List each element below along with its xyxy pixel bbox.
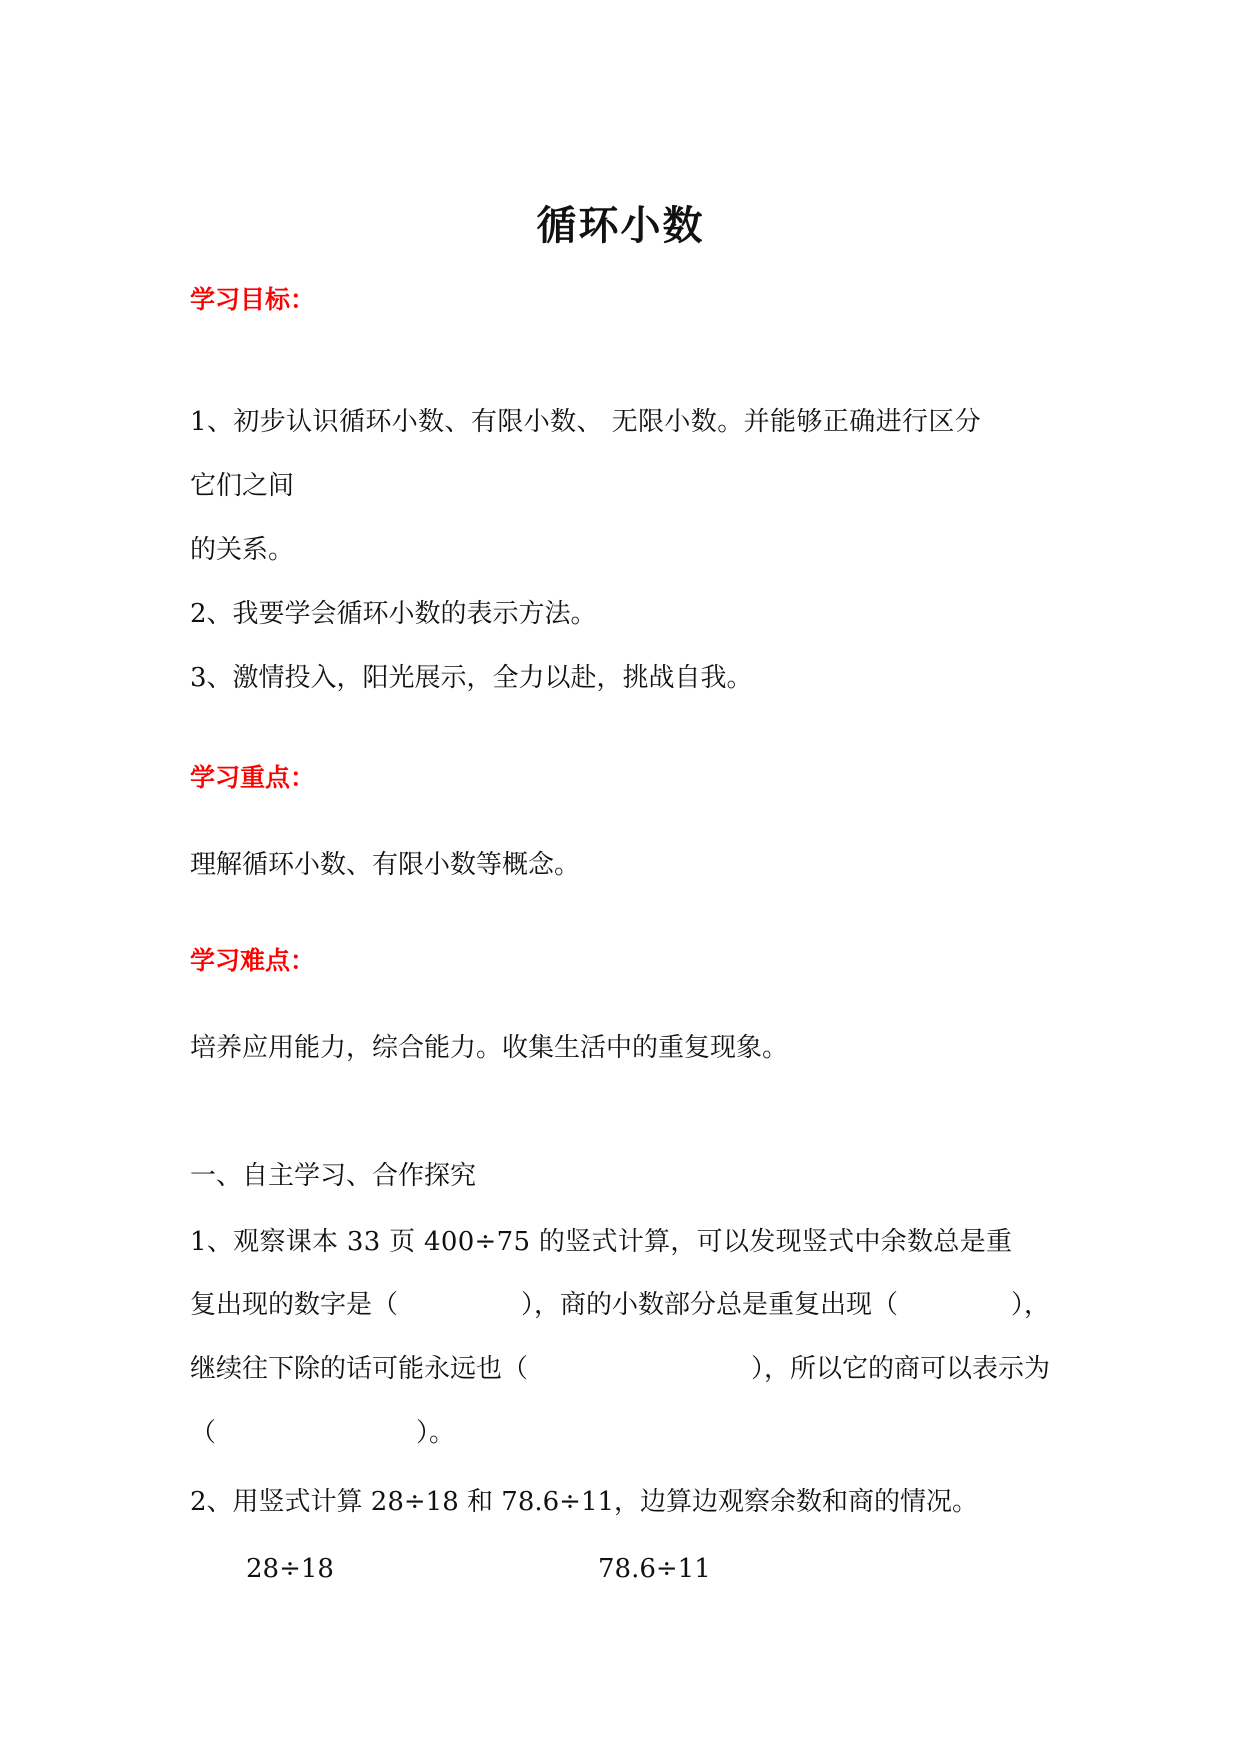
difficulties-heading: 学习难点： bbox=[190, 946, 316, 975]
answer-blank-never-ends[interactable] bbox=[584, 1349, 696, 1389]
learning-goals-heading: 学习目标： bbox=[190, 285, 316, 314]
goal-item-3: 3、激情投入，阳光展示，全力以赴，挑战自我。 bbox=[190, 663, 753, 693]
question-1-line-3-part-b: ），所以它的商可以表示为 bbox=[750, 1354, 1050, 1384]
key-points-heading: 学习重点： bbox=[190, 763, 316, 792]
page-title: 循环小数 bbox=[536, 203, 705, 249]
difficulties-text: 培养应用能力，综合能力。收集生活中的重复现象。 bbox=[190, 1033, 789, 1063]
answer-blank-repeated-remainder[interactable] bbox=[405, 1285, 515, 1325]
question-1-line-3 bbox=[190, 1349, 1050, 1389]
answer-blank-repeated-quotient[interactable] bbox=[904, 1285, 1004, 1325]
question-2-text: 2、用竖式计算 28÷18 和 78.6÷11，边算边观察余数和商的情况。 bbox=[190, 1487, 979, 1517]
question-1-line-1: 1、观察课本 33 页 400÷75 的竖式计算，可以发现竖式中余数总是重 bbox=[190, 1227, 1013, 1257]
goal-item-1-line-2: 它们之间 bbox=[190, 471, 295, 501]
calculation-left-label: 28÷18 bbox=[246, 1554, 334, 1584]
goal-item-1-line-3: 的关系。 bbox=[190, 535, 295, 565]
question-1-line-2-part-c: ）， bbox=[1010, 1290, 1050, 1320]
key-points-text: 理解循环小数、有限小数等概念。 bbox=[190, 850, 581, 880]
goal-item-1-line-1: 1、初步认识循环小数、有限小数、 无限小数。并能够正确进行区分 bbox=[190, 407, 982, 437]
question-1-line-2 bbox=[190, 1285, 1050, 1325]
calculation-right-label: 78.6÷11 bbox=[598, 1554, 711, 1584]
goal-item-2: 2、我要学会循环小数的表示方法。 bbox=[190, 599, 597, 629]
question-1-line-3-part-a: 继续往下除的话可能永远也（ bbox=[190, 1354, 529, 1384]
question-1-line-4-part-b: ）。 bbox=[416, 1418, 456, 1448]
question-1-line-2-part-b: ），商的小数部分总是重复出现（ bbox=[520, 1290, 898, 1320]
question-1-line-4-part-a: （ bbox=[190, 1418, 217, 1448]
question-1-line-4 bbox=[190, 1413, 455, 1453]
section-one-heading: 一、自主学习、合作探究 bbox=[190, 1161, 477, 1191]
question-1-line-2-part-a: 复出现的数字是（ bbox=[190, 1290, 399, 1320]
